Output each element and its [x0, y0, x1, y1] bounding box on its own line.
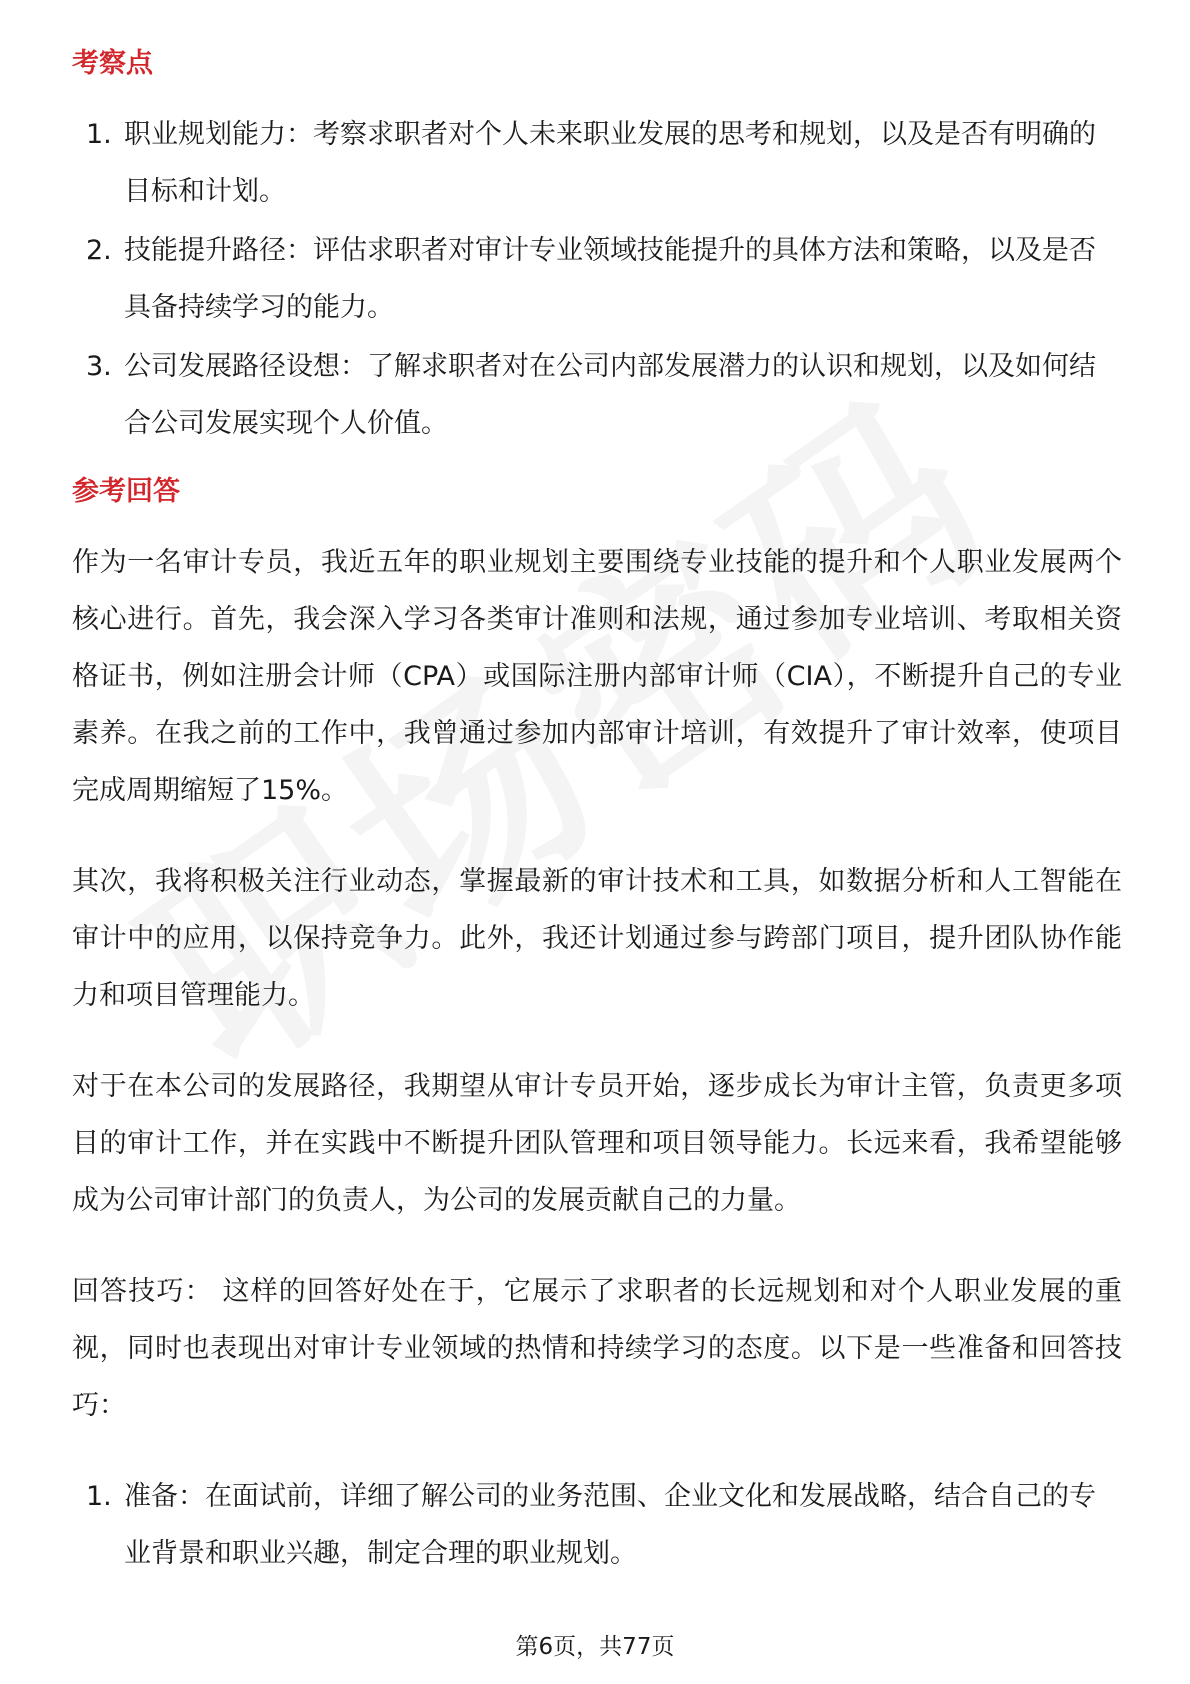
- page-number-footer: 第6页，共77页: [515, 1634, 675, 1660]
- list-item-text: 准备：在面试前，详细了解公司的业务范围、企业文化和发展战略，结合自己的专业背景和职业兴趣，制定合理的职业规划。: [124, 1481, 1096, 1569]
- answer-tips-list: [72, 1468, 1122, 1582]
- list-item-text: 技能提升路径：评估求职者对审计专业领域技能提升的具体方法和策略，以及是否具备持续学习的能力。: [124, 235, 1096, 323]
- assessment-points-list: [72, 106, 1122, 452]
- list-item: [72, 222, 1122, 336]
- answer-paragraph: 作为一名审计专员，我近五年的职业规划主要围绕专业技能的提升和个人职业发展两个核心进行。首先，我会深入学习各类审计准则和法规，通过参加专业培训、考取相关资格证书，例如注册会计师（CPA）或国际注册内部审计师（CIA），不断提升自己的专业素养。在我之前的工作中，我曾通过参加内部审计培训，有效提升了审计效率，使项目完成周期缩短了15%。: [72, 547, 1122, 806]
- list-item: [72, 106, 1122, 220]
- answer-tips-paragraph: 回答技巧： 这样的回答好处在于，它展示了求职者的长远规划和对个人职业发展的重视，同时也表现出对审计专业领域的热情和持续学习的态度。以下是一些准备和回答技巧：: [72, 1276, 1122, 1421]
- section-heading-assessment-points: 考察点: [72, 48, 153, 79]
- list-item: [72, 338, 1122, 452]
- answer-paragraph: 其次，我将积极关注行业动态，掌握最新的审计技术和工具，如数据分析和人工智能在审计中的应用，以保持竞争力。此外，我还计划通过参与跨部门项目，提升团队协作能力和项目管理能力。: [72, 866, 1122, 1011]
- answer-paragraph: 对于在本公司的发展路径，我期望从审计专员开始，逐步成长为审计主管，负责更多项目的审计工作，并在实践中不断提升团队管理和项目领导能力。长远来看，我希望能够成为公司审计部门的负责人，为公司的发展贡献自己的力量。: [72, 1071, 1122, 1216]
- list-item-text: 职业规划能力：考察求职者对个人未来职业发展的思考和规划，以及是否有明确的目标和计划。: [124, 119, 1096, 207]
- list-number: 1.: [86, 1481, 112, 1512]
- section-heading-reference-answer: 参考回答: [72, 476, 180, 507]
- list-number: 3.: [86, 351, 112, 382]
- list-item-text: 公司发展路径设想：了解求职者对在公司内部发展潜力的认识和规划，以及如何结合公司发展实现个人价值。: [124, 351, 1096, 439]
- list-number: 1.: [86, 119, 112, 150]
- list-item: [72, 1468, 1122, 1582]
- list-number: 2.: [86, 235, 112, 266]
- page-content: [72, 44, 1122, 1602]
